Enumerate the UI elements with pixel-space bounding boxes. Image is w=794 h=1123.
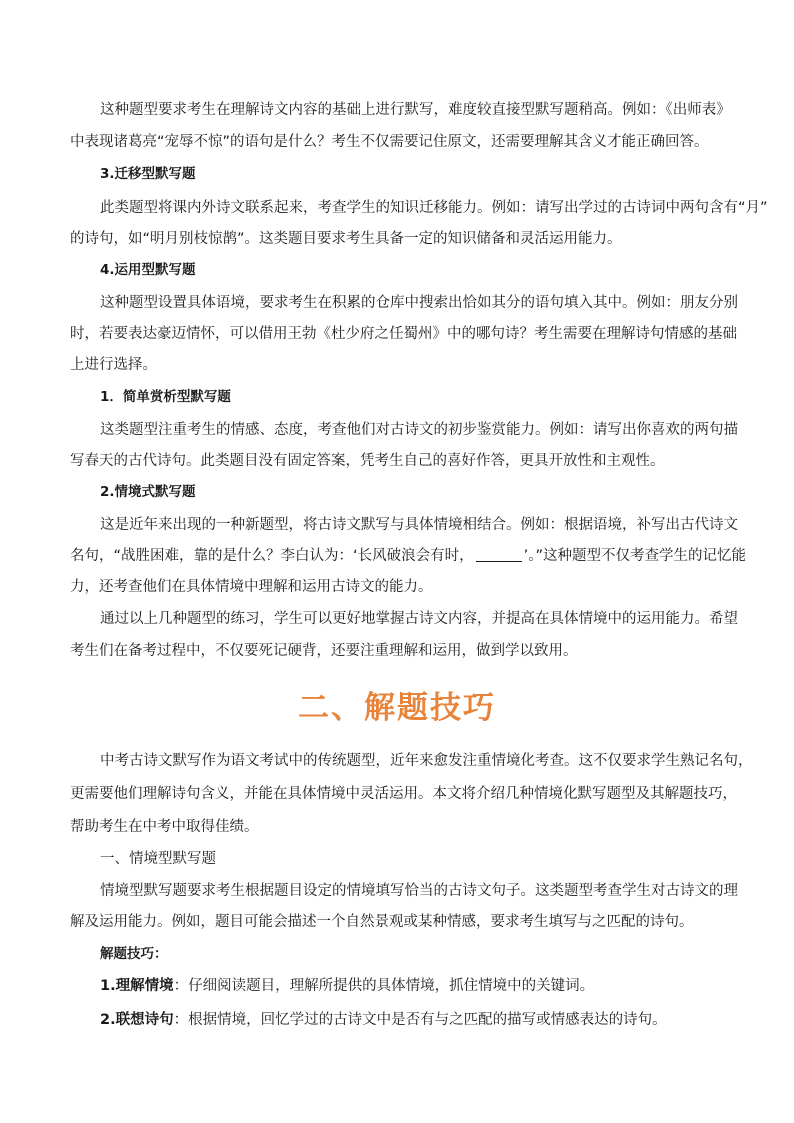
section-title: 二、解题技巧 xyxy=(298,690,496,726)
paragraph-line xyxy=(70,545,746,567)
fill-in-blank xyxy=(476,547,522,562)
paragraph-line: 这类题型注重考生的情感、态度，考查他们对古诗文的初步鉴赏能力。例如：请写出你喜欢的两句描 xyxy=(100,422,738,438)
tip-label: 2.联想诗句 xyxy=(100,1012,174,1028)
tip-line xyxy=(100,1009,730,1031)
text-segment: ’。”这种题型不仅考查学生的记忆能 xyxy=(523,548,746,564)
subheading: 解题技巧： xyxy=(100,946,168,962)
text-segment: 名句，“战胜困难，靠的是什么？李白认为：‘长风破浪会有时， xyxy=(70,548,474,564)
tip-text: ：根据情境，回忆学过的古诗文中是否有与之匹配的描写或情感表达的诗句。 xyxy=(173,1012,667,1028)
subheading: 一、情境型默写题 xyxy=(100,851,216,867)
paragraph-line: 情境型默写题要求考生根据题目设定的情境填写恰当的古诗文句子。这类题型考查学生对古诗文的理 xyxy=(100,883,738,899)
paragraph-line: 考生们在备考过程中，不仅要死记硬背，还要注重理解和运用，做到学以致用。 xyxy=(70,643,578,659)
paragraph-line: 这是近年来出现的一种新题型，将古诗文默写与具体情境相结合。例如：根据语境，补写出古代诗文 xyxy=(100,517,738,533)
subheading: 4.运用型默写题 xyxy=(100,262,196,278)
paragraph-line: 这种题型设置具体语境，要求考生在积累的仓库中搜索出恰如其分的语句填入其中。例如：朋友分别 xyxy=(100,295,738,311)
paragraph-line: 上进行选择。 xyxy=(70,357,157,373)
paragraph-line: 此类题型将课内外诗文联系起来，考查学生的知识迁移能力。例如：请写出学过的古诗词中两句含有“月” xyxy=(100,200,768,216)
paragraph-line: 写春天的古代诗句。此类题目没有固定答案，凭考生自己的喜好作答，更具开放性和主观性。 xyxy=(70,453,665,469)
paragraph-line: 中表现诸葛亮“宠辱不惊”的语句是什么？考生不仅需要记住原文，还需要理解其含义才能正确回答。 xyxy=(70,134,709,150)
paragraph-line: 更需要他们理解诗句含义，并能在具体情境中灵活运用。本文将介绍几种情境化默写题型及其解题技巧， xyxy=(70,786,737,802)
paragraph-line: 这种题型要求考生在理解诗文内容的基础上进行默写，难度较直接型默写题稍高。例如：《出师表》 xyxy=(100,102,731,118)
tip-text: ：仔细阅读题目，理解所提供的具体情境，抓住情境中的关键词。 xyxy=(173,978,595,994)
paragraph-line: 解及运用能力。例如，题目可能会描述一个自然景观或某种情感，要求考生填写与之匹配的诗句。 xyxy=(70,914,694,930)
paragraph-line: 时，若要表达豪迈情怀，可以借用王勃《杜少府之任蜀州》中的哪句诗？考生需要在理解诗句情感的基础 xyxy=(70,326,737,342)
tip-label: 1.理解情境 xyxy=(100,978,174,994)
subheading: 3.迁移型默写题 xyxy=(100,166,196,182)
paragraph-line: 帮助考生在中考中取得佳绩。 xyxy=(70,819,259,835)
subheading: 1．简单赏析型默写题 xyxy=(100,389,231,405)
subheading: 2.情境式默写题 xyxy=(100,484,196,500)
paragraph-line: 的诗句，如“明月别枝惊鹊”。这类题目要求考生具备一定的知识储备和灵活运用能力。 xyxy=(70,231,622,247)
paragraph-line: 通过以上几种题型的练习，学生可以更好地掌握古诗文内容，并提高在具体情境中的运用能力。希望 xyxy=(100,611,738,627)
tip-line xyxy=(100,975,730,997)
paragraph-line: 力，还考查他们在具体情境中理解和运用古诗文的能力。 xyxy=(70,579,433,595)
paragraph-line: 中考古诗文默写作为语文考试中的传统题型，近年来愈发注重情境化考查。这不仅要求学生熟记名句， xyxy=(100,753,753,769)
